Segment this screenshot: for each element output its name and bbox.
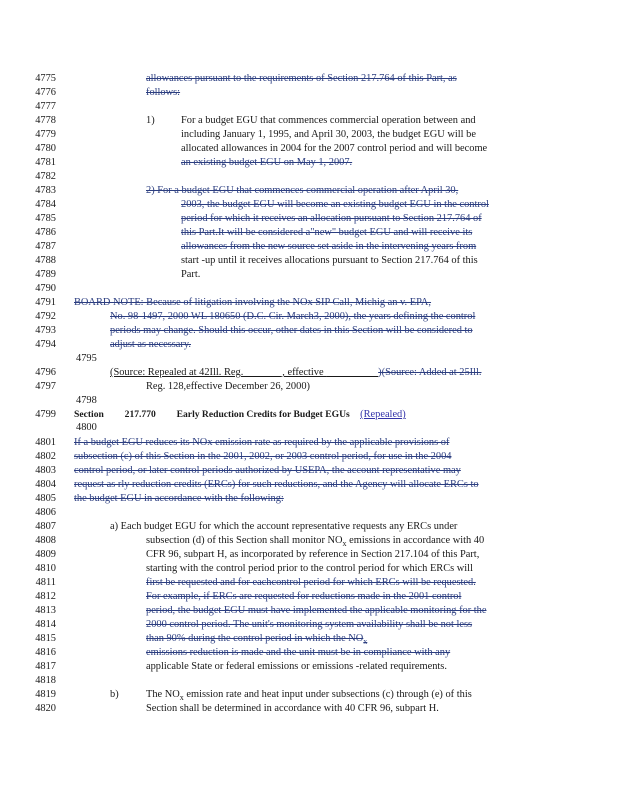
text-line: follows: <box>146 87 181 98</box>
text-line: period for which it receives an allocation pursuant to Section 217.764 of <box>181 213 482 224</box>
line-number: 4777 <box>35 101 56 112</box>
board-note: BOARD NOTE: Because of litigation involving the NOx SIP Call, Michig an v. EPA, <box>74 297 432 308</box>
text-line: If a budget EGU reduces its NOx emission rate as required by the applicable provisions of <box>74 437 450 448</box>
line-number: 4804 <box>35 479 56 490</box>
line-number: 4817 <box>35 661 56 672</box>
line-number: 4783 <box>35 185 56 196</box>
line-number: 4806 <box>35 507 56 518</box>
text-line: control period, or later control periods authorized by USEPA, the account representative may <box>74 465 461 476</box>
line-number: 4802 <box>35 451 56 462</box>
text-line: Section shall be determined in accordance with 40 CFR 96, subpart H. <box>146 703 439 714</box>
text-line: The $NO_x$ emission rate and heat input under subsections (c) through (e) of this <box>146 689 472 703</box>
text-line: allowances pursuant to the requirements of Section 217.764 of this Part, as <box>146 73 457 84</box>
text-line: 2000 control period. The unit's monitoring system availability shall be not less <box>146 619 473 630</box>
line-number: 4781 <box>35 157 56 168</box>
line-number: 4815 <box>35 633 56 644</box>
line-number: 4799 <box>35 409 56 420</box>
inline-line-number: 4800 <box>76 422 97 433</box>
text-line: No. 98-1497, 2000 WL 180650 (D.C. Cir. March3, 2000), the years defining the control <box>110 311 476 322</box>
line-number: 4807 <box>35 521 56 532</box>
line-number: 4805 <box>35 493 56 504</box>
text-line: applicable State or federal emissions or emissions -related requirements. <box>146 661 447 672</box>
text-line: first be requested and for eachcontrol period for which ERCs will be requested. <box>146 577 476 588</box>
text-line: this Part.It will be considered a"new" budget EGU and will receive its <box>181 227 473 238</box>
text-line: period, the budget EGU must have implemented the applicable monitoring for the <box>146 605 487 616</box>
text-line: periods may change. Should this occur, other dates in this Section will be considered to <box>110 325 473 336</box>
text-line: request as rly reduction credits (ERCs) for such reductions, and the Agency will allocate ERCs to <box>74 479 479 490</box>
line-number: 4780 <box>35 143 56 154</box>
text-line: 2003, the budget EGU will become an existing budget EGU in the control <box>181 199 489 210</box>
line-number: 4814 <box>35 619 56 630</box>
line-number: 4788 <box>35 255 56 266</box>
line-number: 4793 <box>35 325 56 336</box>
line-number: 4784 <box>35 199 56 210</box>
text-line: Reg. 128,effective December 26, 2000) <box>146 381 310 392</box>
text-line: 2) For a budget EGU that commences commercial operation after April 30, <box>146 185 459 196</box>
line-number: 4801 <box>35 437 56 448</box>
inline-line-number: 4795 <box>76 353 97 364</box>
line-number: 4792 <box>35 311 56 322</box>
line-number: 4811 <box>35 577 56 588</box>
line-number: 4779 <box>35 129 56 140</box>
line-number: 4776 <box>35 87 56 98</box>
line-number: 4809 <box>35 549 56 560</box>
section-heading: Section 217.770 Early Reduction Credits for Budget EGUs (Repealed) <box>74 409 406 420</box>
line-number: 4782 <box>35 171 56 182</box>
line-number: 4818 <box>35 675 56 686</box>
list-marker: 1) <box>146 115 155 126</box>
text-line: start -up until it receives allocations pursuant to Section 217.764 of this <box>181 255 478 266</box>
list-marker: b) <box>110 689 119 700</box>
line-number: 4808 <box>35 535 56 546</box>
line-number: 4797 <box>35 381 56 392</box>
line-number: 4791 <box>35 297 56 308</box>
text-line: emissions reduction is made and the unit must be in compliance with any <box>146 647 451 658</box>
text-line: subsection (d) of this Section shall monitor $NO_x$ emissions in accordance with 40 <box>146 535 485 549</box>
line-number: 4810 <box>35 563 56 574</box>
text-line: including January 1, 1995, and April 30, 2003, the budget EGU will be <box>181 129 476 140</box>
text-line: starting with the control period prior to the control period for which ERCs will <box>146 563 473 574</box>
text-line: Part. <box>181 269 201 280</box>
line-number: 4803 <box>35 465 56 476</box>
text-line: subsection (c) of this Section in the 2001, 2002, or 2003 control period, for use in the 2004 <box>74 451 452 462</box>
text-line: than 90% during the control period in which the $NO_x$ <box>146 633 368 647</box>
text-line: allowances from the new source set aside in the intervening years from <box>181 241 477 252</box>
line-number: 4787 <box>35 241 56 252</box>
text-line: For a budget EGU that commences commercial operation between and <box>181 115 476 126</box>
line-number: 4812 <box>35 591 56 602</box>
line-number: 4775 <box>35 73 56 84</box>
text-line: an existing budget EGU on May 1, 2007. <box>181 157 353 168</box>
line-number: 4790 <box>35 283 56 294</box>
line-number: 4816 <box>35 647 56 658</box>
text-line: CFR 96, subpart H, as incorporated by reference in Section 217.104 of this Part, <box>146 549 480 560</box>
line-number: 4785 <box>35 213 56 224</box>
line-number: 4819 <box>35 689 56 700</box>
text-line: a) Each budget EGU for which the account representative requests any ERCs under <box>110 521 458 532</box>
line-number: 4794 <box>35 339 56 350</box>
line-number: 4813 <box>35 605 56 616</box>
line-number: 4786 <box>35 227 56 238</box>
inline-line-number: 4798 <box>76 395 97 406</box>
line-number: 4820 <box>35 703 56 714</box>
line-number: 4789 <box>35 269 56 280</box>
text-line: adjust as necessary. <box>110 339 191 350</box>
source-note: (Source: Repealed at 42Ill. Reg. _______, effective __________)(Source: Added at 25Ill. <box>110 367 482 378</box>
text-line: the budget EGU in accordance with the following: <box>74 493 284 504</box>
text-line: allocated allowances in 2004 for the 2007 control period and will become <box>181 143 488 154</box>
text-line: For example, if ERCs are requested for reductions made in the 2001 control <box>146 591 462 602</box>
line-number: 4778 <box>35 115 56 126</box>
line-number: 4796 <box>35 367 56 378</box>
